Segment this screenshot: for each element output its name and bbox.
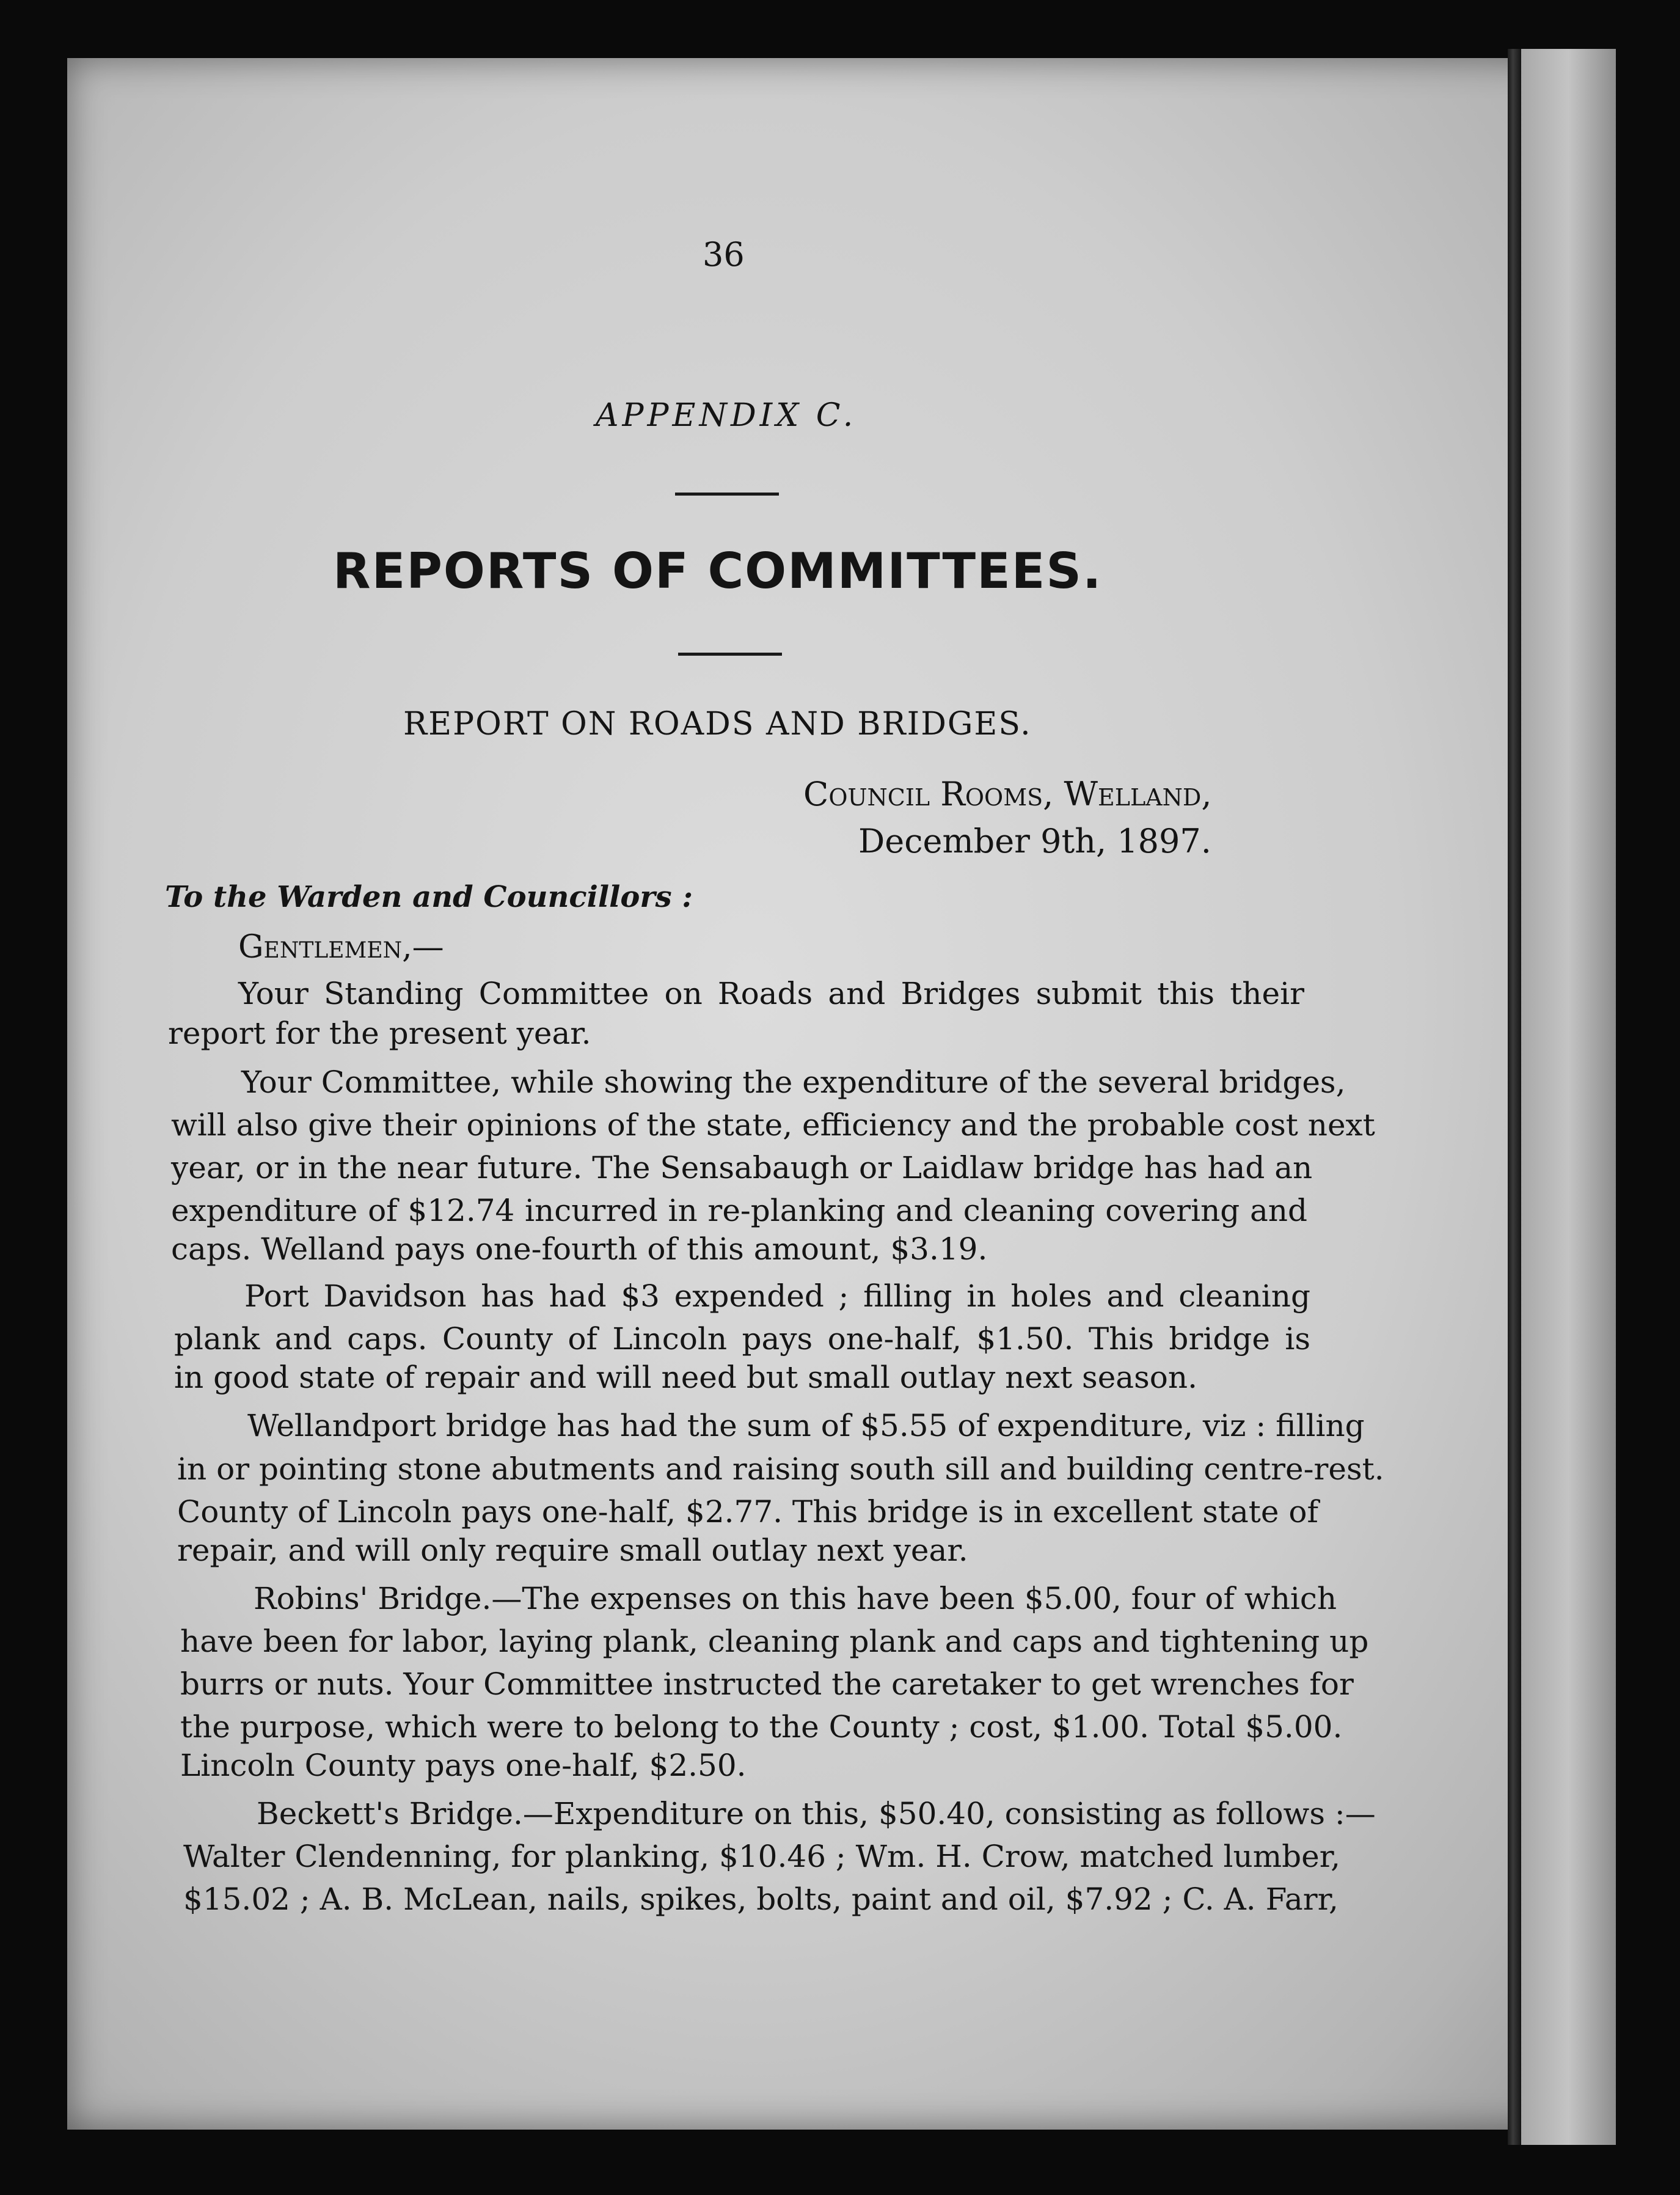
body-line: plank and caps. County of Lincoln pays one-half, $1.50. This bridge is <box>174 1321 1310 1357</box>
body-line: Robins' Bridge.—The expenses on this have been $5.00, four of which <box>254 1581 1337 1616</box>
section-title: REPORT ON ROADS AND BRIDGES. <box>403 706 1032 742</box>
body-line: Your Standing Committee on Roads and Bridges submit this their <box>238 976 1304 1011</box>
adjacent-page-edge <box>1521 49 1616 2145</box>
body-line: year, or in the near future. The Sensabaugh or Laidlaw bridge has had an <box>171 1150 1313 1185</box>
body-line: Wellandport bridge has had the sum of $5.55 of expenditure, viz : filling <box>247 1408 1365 1443</box>
body-line: repair, and will only require small outlay next year. <box>177 1533 968 1568</box>
binding-spine <box>1508 49 1521 2145</box>
body-line: expenditure of $12.74 incurred in re-planking and cleaning covering and <box>171 1193 1307 1228</box>
body-line: will also give their opinions of the state, efficiency and the probable cost next <box>171 1107 1375 1143</box>
body-line: in or pointing stone abutments and raising south sill and building centre-rest. <box>177 1451 1384 1487</box>
body-line: burrs or nuts. Your Committee instructed the caretaker to get wrenches for <box>180 1666 1354 1702</box>
body-line: the purpose, which were to belong to the County ; cost, $1.00. Total $5.00. <box>180 1709 1343 1745</box>
place-line: Council Rooms, Welland, <box>803 775 1212 813</box>
body-line: Your Committee, while showing the expenditure of the several bridges, <box>241 1065 1346 1100</box>
date-line: December 9th, 1897. <box>858 822 1211 860</box>
body-line: caps. Welland pays one-fourth of this amount, $3.19. <box>171 1231 988 1267</box>
page-number: 36 <box>703 235 745 274</box>
body-line: have been for labor, laying plank, cleaning plank and caps and tightening up <box>180 1624 1369 1659</box>
title-rule-bottom <box>678 653 782 656</box>
title-rule-top <box>675 493 779 496</box>
body-line: report for the present year. <box>168 1016 591 1051</box>
body-line: Beckett's Bridge.—Expenditure on this, $50.40, consisting as follows :— <box>257 1796 1376 1831</box>
body-line: Port Davidson has had $3 expended ; filling in holes and cleaning <box>244 1278 1310 1314</box>
body-line: $15.02 ; A. B. McLean, nails, spikes, bolts, paint and oil, $7.92 ; C. A. Farr, <box>183 1882 1339 1917</box>
body-line: Lincoln County pays one-half, $2.50. <box>180 1748 747 1783</box>
main-title: REPORTS OF COMMITTEES. <box>333 543 1103 599</box>
greeting: Gentlemen,— <box>238 929 444 966</box>
appendix-label: APPENDIX C. <box>596 397 857 434</box>
body-line: County of Lincoln pays one-half, $2.77. This bridge is in excellent state of <box>177 1494 1318 1530</box>
body-line: in good state of repair and will need but small outlay next season. <box>174 1360 1197 1395</box>
body-line: Walter Clendenning, for planking, $10.46 ; Wm. H. Crow, matched lumber, <box>183 1839 1341 1874</box>
salutation: To the Warden and Councillors : <box>165 880 693 914</box>
